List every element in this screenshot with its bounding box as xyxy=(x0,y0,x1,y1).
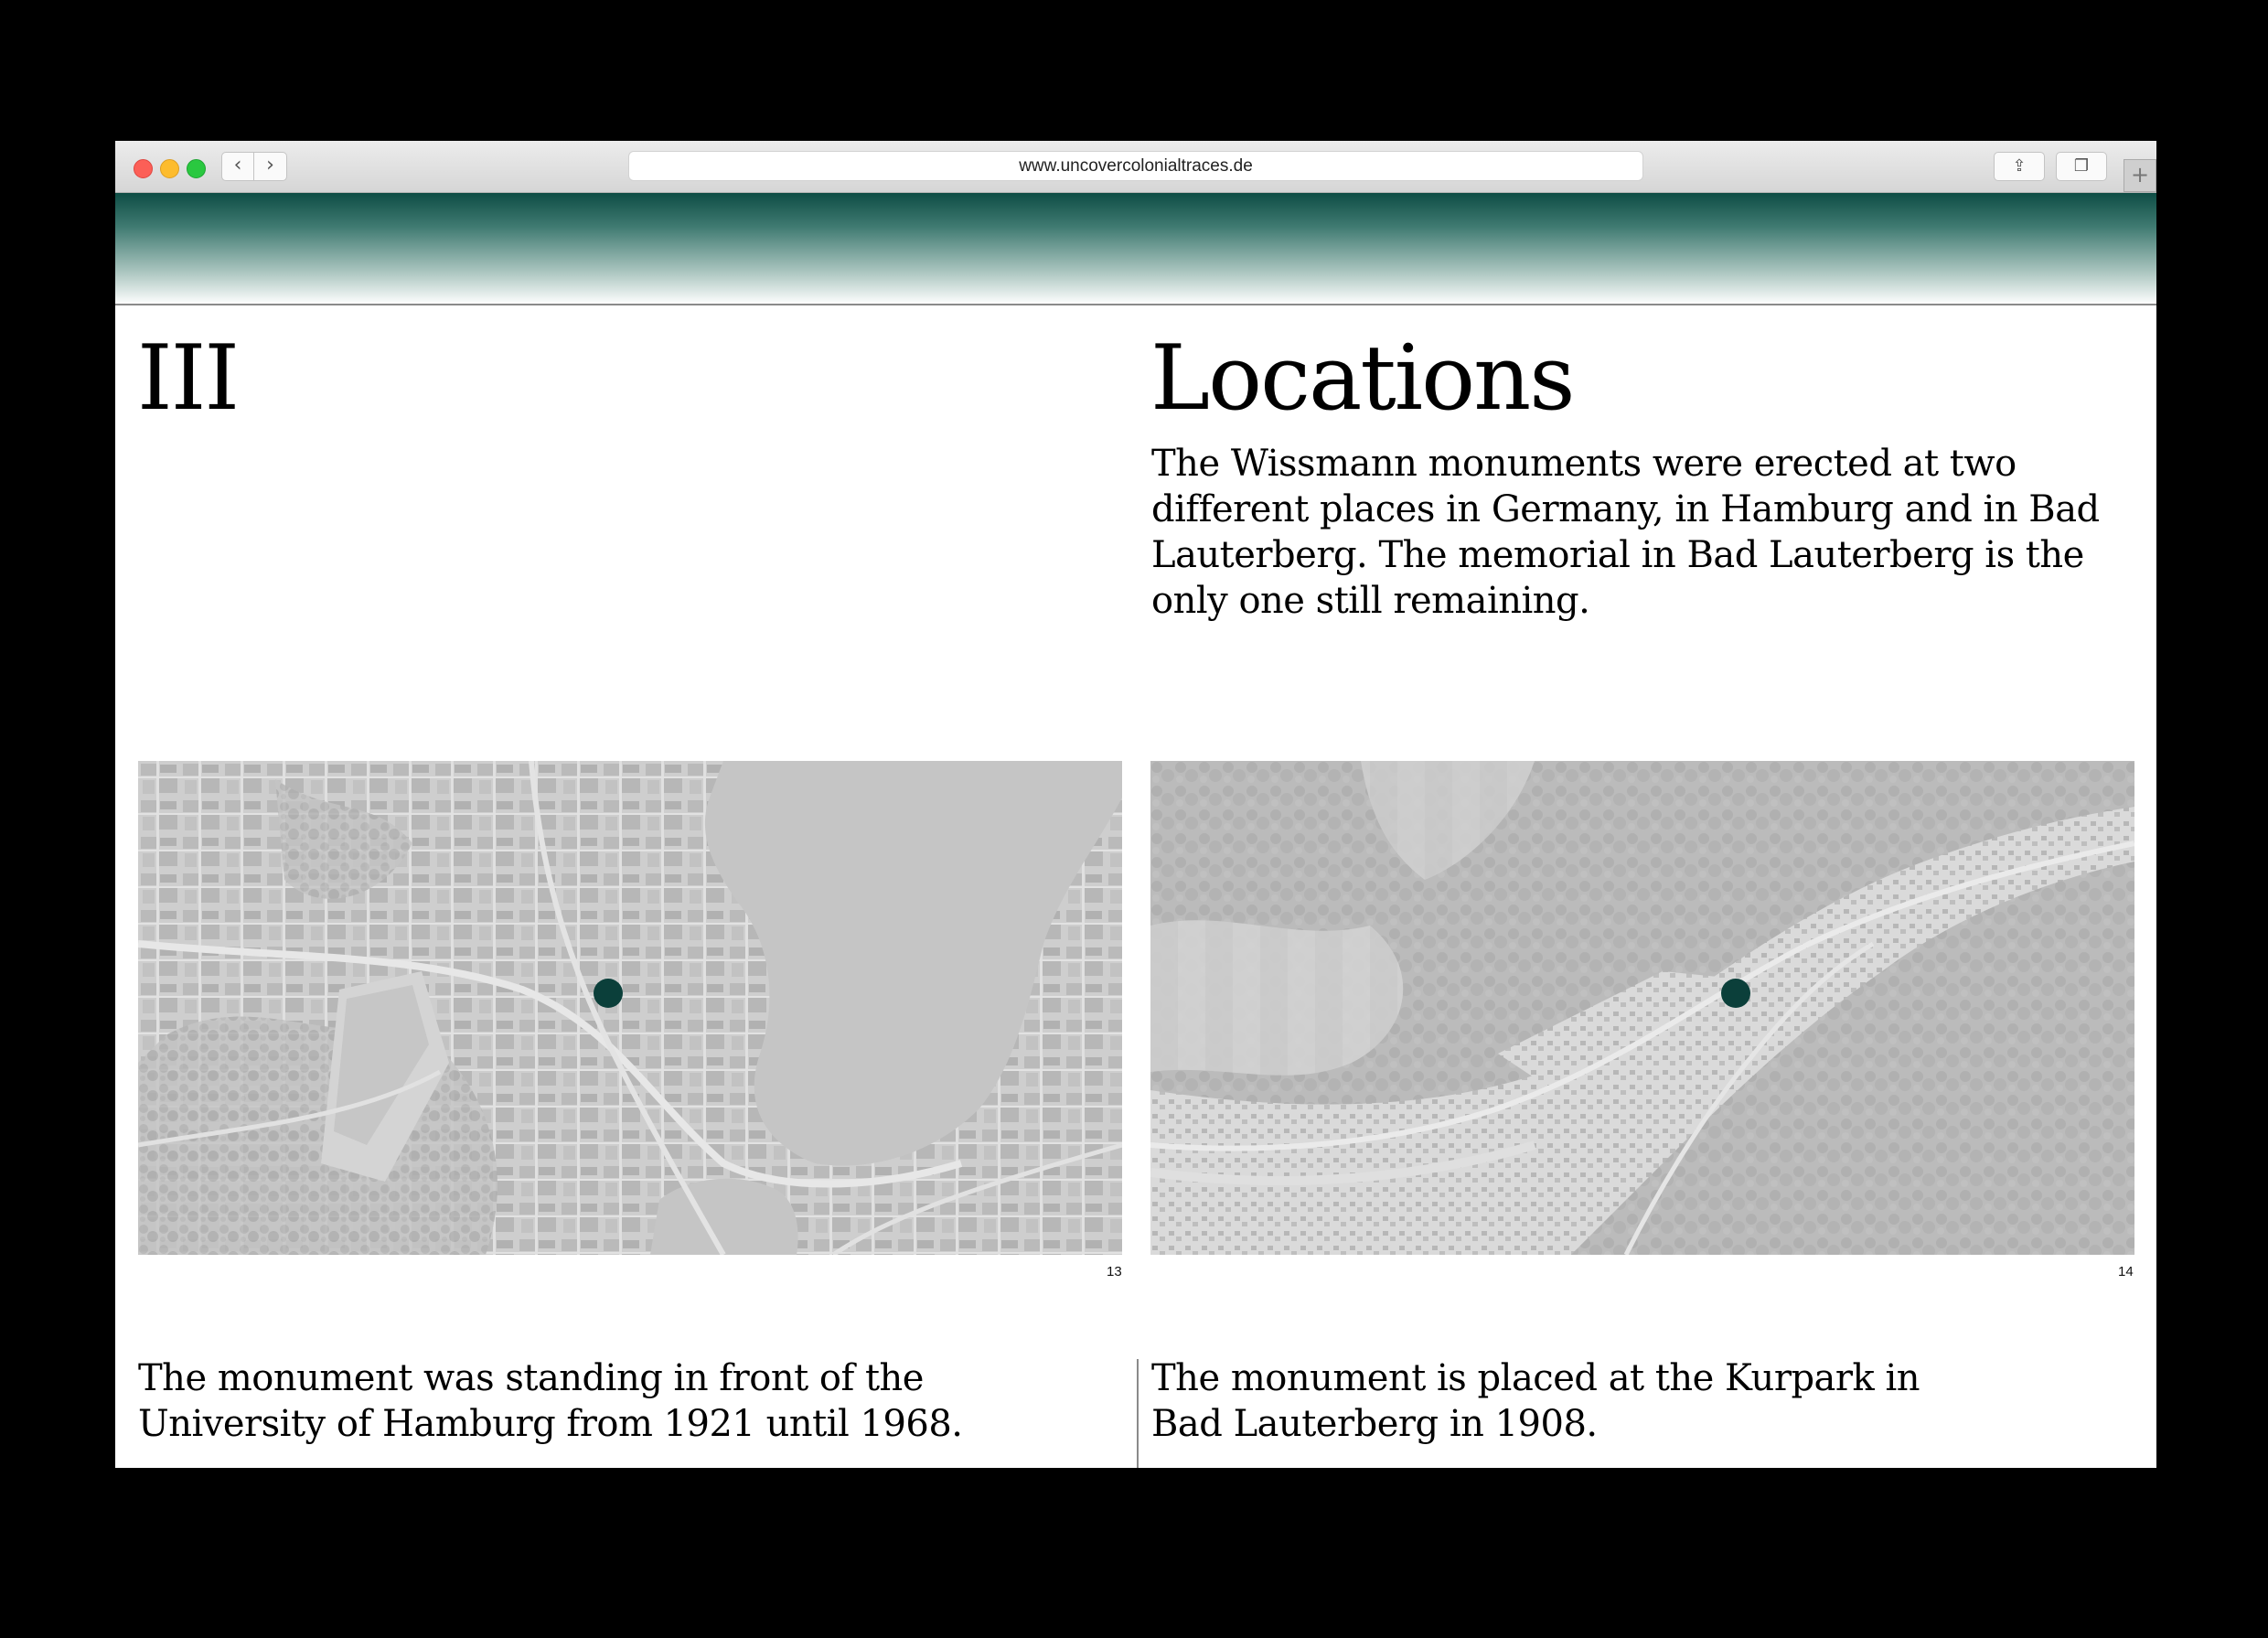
url-text: www.uncovercolonialtraces.de xyxy=(1019,156,1253,176)
bad-lauterberg-aerial-map[interactable] xyxy=(1150,761,2134,1255)
close-window-button[interactable] xyxy=(134,159,153,178)
page-title: Locations xyxy=(1150,327,1574,431)
minimize-window-button[interactable] xyxy=(160,159,179,178)
zoom-window-button[interactable] xyxy=(187,159,206,178)
caption-line: University of Hamburg from 1921 until 1968. xyxy=(138,1403,963,1445)
new-tab-button[interactable] xyxy=(2124,159,2156,192)
show-tabs-button[interactable] xyxy=(2056,152,2107,181)
chevron-left-icon: ‹ xyxy=(233,154,242,177)
column-divider xyxy=(1137,1359,1139,1468)
caption-line: The monument is placed at the Kurpark in xyxy=(1151,1357,1920,1399)
caption-line: Bad Lauterberg in 1908. xyxy=(1151,1403,1598,1445)
back-button[interactable] xyxy=(221,152,254,181)
hamburg-aerial-map[interactable] xyxy=(138,761,1122,1255)
share-button[interactable] xyxy=(1994,152,2045,181)
browser-window xyxy=(115,141,2156,1468)
location-pin-icon[interactable] xyxy=(594,979,623,1008)
chapter-numeral: III xyxy=(137,327,239,431)
hamburg-caption xyxy=(138,1355,1107,1447)
caption-line: The monument was standing in front of the xyxy=(138,1357,924,1399)
bad-lauterberg-caption xyxy=(1151,1355,2121,1447)
site-header-gradient xyxy=(115,193,2156,305)
address-bar[interactable] xyxy=(628,151,1643,181)
chevron-right-icon: › xyxy=(266,154,274,177)
share-icon: ⇪ xyxy=(2012,156,2027,176)
forward-button[interactable] xyxy=(254,152,287,181)
location-pin-icon[interactable] xyxy=(1721,979,1750,1008)
bad-lauterberg-aerial-image xyxy=(1150,761,2134,1255)
tabs-icon: ❐ xyxy=(2073,156,2090,176)
hamburg-aerial-image xyxy=(138,761,1122,1255)
page-number-right: 14 xyxy=(2118,1264,2134,1279)
browser-toolbar xyxy=(115,141,2156,193)
page-number-left: 13 xyxy=(1107,1264,1122,1279)
intro-paragraph: The Wissmann monuments were erected at two different places in Germany, in Hamburg and in Bad Lauterberg. The memorial in Bad Lauterberg is the only one still remaining. xyxy=(1151,443,2100,622)
plus-icon: + xyxy=(2130,162,2150,187)
header-divider xyxy=(115,304,2156,305)
